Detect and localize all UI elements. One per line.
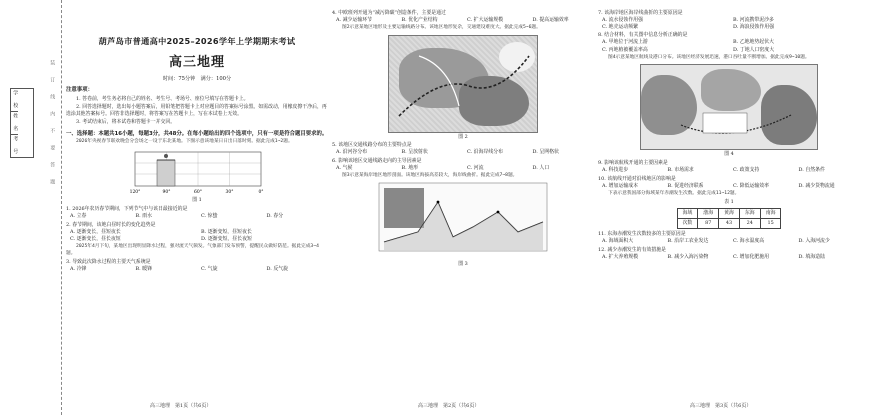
figure-caption: 图 2 bbox=[458, 133, 468, 140]
option: A. 气候 bbox=[336, 164, 353, 171]
question-context: 图4示意某地区航线及港口分布。该地区经济发展迅速，港口吞吐量不断增加。据此完成9~10题。 bbox=[608, 54, 810, 60]
option: B. 暖锋 bbox=[135, 266, 152, 273]
option: C. 气旋 bbox=[201, 266, 218, 273]
question-4: 4. 中欧班列开通为“减污降碳”创造条件，主要是通过 bbox=[332, 9, 446, 16]
figure-caption: 图 4 bbox=[724, 151, 734, 158]
option: C. 地壳运动频繁 bbox=[602, 23, 639, 30]
option: D. 提高运输效率 bbox=[532, 16, 569, 23]
table-cell: 海域 bbox=[677, 208, 698, 218]
question-5: 5. 该地区交通线路分布的主要特点是 bbox=[332, 142, 412, 149]
question-context: 下表示意我国部分海域某年赤潮发生次数。据此完成11~12题。 bbox=[608, 191, 740, 197]
question-7-options bbox=[598, 17, 860, 31]
question-context: 图2示意某地区地形及主要运输线路分布。该地区地形复杂，交通建设难度大。据此完成5~6题。 bbox=[342, 24, 541, 30]
page-footer: 高三地理 第2页（共6页） bbox=[418, 403, 480, 409]
page-footer: 高三地理 第3页（共6页） bbox=[690, 403, 752, 409]
transport-route bbox=[399, 56, 529, 116]
question-4-options bbox=[332, 17, 594, 24]
red-tide-table bbox=[677, 208, 782, 229]
option: D. 丁地人口密度大 bbox=[733, 46, 775, 53]
inset-photo bbox=[384, 188, 424, 228]
table-cell: 渤海 bbox=[698, 208, 719, 218]
daylight-bar bbox=[157, 160, 175, 186]
notice-heading: 注意事项： bbox=[66, 87, 93, 94]
question-5-options bbox=[332, 149, 594, 156]
question-1-options bbox=[66, 213, 328, 220]
table-cell: 次数 bbox=[677, 219, 698, 229]
shipping-route-overlay bbox=[641, 65, 818, 150]
question-11-options bbox=[598, 238, 860, 245]
time-score-line: 时间：75分钟 满分：100分 bbox=[162, 75, 232, 82]
figure-caption: 图 3 bbox=[458, 260, 468, 267]
shipping-route-map-figure bbox=[640, 64, 818, 150]
terrain-map-figure bbox=[388, 35, 538, 133]
question-6: 6. 影响该地区交通线路走向的主导因素是 bbox=[332, 157, 422, 164]
option: C. 政策支持 bbox=[733, 167, 760, 174]
table-cell: 24 bbox=[739, 219, 760, 229]
question-6-options bbox=[332, 165, 594, 172]
option: A. 减少运输环节 bbox=[336, 16, 372, 23]
option: D. 入海河流少 bbox=[798, 238, 830, 245]
question-8-options bbox=[598, 39, 860, 53]
table-cell: 15 bbox=[760, 219, 781, 229]
option: B. 促进经济联系 bbox=[667, 182, 704, 189]
table-caption: 表 1 bbox=[724, 198, 734, 205]
question-9-options bbox=[598, 167, 860, 174]
option: D. 减少货物流通 bbox=[798, 182, 835, 189]
option: B. 呈放射状 bbox=[401, 149, 428, 156]
page-1-column bbox=[66, 8, 328, 403]
tick-label: 60° bbox=[194, 190, 202, 196]
inset-legend bbox=[703, 113, 747, 133]
question-context: 图3示意某海岸地区地形剖面。该地区海拔高差较大，海岸线曲折。据此完成7~8题。 bbox=[342, 173, 518, 179]
sun-icon bbox=[164, 154, 168, 158]
notice-item: 1. 答卷前，考生务必将自己的姓名、考生号、考场号、座位号填写在答题卡上。 bbox=[76, 96, 249, 103]
option: D. 人口 bbox=[532, 164, 550, 171]
option: C. 增加化肥施用 bbox=[733, 253, 770, 260]
student-info-box bbox=[10, 88, 34, 158]
question-context: 2026年央视春节联欢晚会分会场之一设于东北某地。下图示意该地某日日出日落时刻。据此完成1~2题。 bbox=[76, 139, 293, 145]
table-cell: 东海 bbox=[739, 208, 760, 218]
option: D. 春分 bbox=[266, 212, 284, 219]
question-context: 2025年4月下旬，某地区出现明显降水过程，强对流天气频发。气象部门发布预警，提醒民众做好防范。据此完成3~4题。 bbox=[66, 243, 319, 256]
table-cell: 南海 bbox=[760, 208, 781, 218]
option: A. 流水侵蚀作用强 bbox=[602, 16, 643, 23]
notice-item: 3. 考试结束后，将本试卷和答题卡一并交回。 bbox=[76, 119, 176, 126]
peak-marker bbox=[437, 200, 440, 203]
question-10-options bbox=[598, 183, 860, 190]
question-1: 1. 2026年农历春节期间，下列节气中与该日最接近的是 bbox=[66, 205, 188, 212]
sun-time-chart bbox=[127, 148, 267, 196]
option: C. 海水温度高 bbox=[733, 238, 765, 245]
question-12: 12. 减少赤潮发生的有效措施是 bbox=[598, 246, 667, 253]
option: D. 填海造陆 bbox=[798, 253, 825, 260]
question-10: 10. 该航线开通对沿线地区的影响是 bbox=[598, 175, 676, 182]
option: B. 雨水 bbox=[135, 212, 152, 219]
option: B. 逐渐变短，昼短夜长 bbox=[201, 228, 252, 235]
option: D. 逐渐变短，昼长夜短 bbox=[201, 235, 252, 242]
option: C. 惊蛰 bbox=[201, 212, 218, 219]
table-cell: 87 bbox=[698, 219, 719, 229]
option: C. 丙地植被覆盖率高 bbox=[602, 46, 648, 53]
page-3-column bbox=[598, 8, 860, 403]
question-9: 9. 影响该航线开通的主要因素是 bbox=[598, 160, 668, 167]
table-cell: 黄海 bbox=[719, 208, 740, 218]
page-footer: 高三地理 第1页（共6页） bbox=[150, 403, 212, 409]
exam-number-label: 考 号 bbox=[12, 136, 19, 157]
option: D. 呈网格状 bbox=[532, 149, 559, 156]
question-8: 8. 结合材料，有关图中信息分析正确的是 bbox=[598, 32, 688, 39]
option: B. 地形 bbox=[401, 164, 418, 171]
option: C. 降低运输效率 bbox=[733, 182, 770, 189]
question-2: 2. 春节期间，该地白昼时长的变化趋势是 bbox=[66, 221, 156, 228]
option: A. 立春 bbox=[70, 212, 87, 219]
question-12-options bbox=[598, 254, 860, 261]
question-11: 11. 东海赤潮发生次数较多的主要原因是 bbox=[598, 231, 686, 238]
option: B. 乙地地势起伏大 bbox=[733, 39, 774, 46]
question-3: 3. 导致此次降水过程的主要天气系统是 bbox=[66, 258, 151, 265]
route-overlay bbox=[389, 36, 538, 133]
tick-label: 120° bbox=[129, 190, 141, 196]
option: B. 优化产业结构 bbox=[401, 16, 438, 23]
name-label: 姓 名 bbox=[12, 112, 19, 134]
option: C. 河流 bbox=[467, 164, 484, 171]
option: B. 沿岸工农业发达 bbox=[667, 238, 709, 245]
option: D. 反气旋 bbox=[266, 266, 289, 273]
binding-line-text: 装订线内不要答题 bbox=[49, 60, 56, 196]
option: A. 冷锋 bbox=[70, 266, 87, 273]
option: C. 逐渐变长，昼长夜短 bbox=[70, 235, 121, 242]
option: A. 海域面积大 bbox=[602, 238, 634, 245]
option: D. 自然条件 bbox=[798, 167, 825, 174]
option: A. 扩大养殖规模 bbox=[602, 253, 638, 260]
tick-label: 0° bbox=[258, 190, 264, 196]
table-header-row bbox=[677, 208, 781, 218]
option: A. 增加运输成本 bbox=[602, 182, 638, 189]
question-3-options bbox=[66, 266, 328, 273]
exam-title: 葫芦岛市普通高中2025–2026学年上学期期末考试 bbox=[98, 36, 296, 46]
terrain-profile-figure bbox=[378, 182, 548, 260]
subject-title: 高三地理 bbox=[168, 54, 225, 70]
option: A. 沿河谷分布 bbox=[336, 149, 368, 156]
tick-label: 30° bbox=[225, 190, 234, 196]
binding-sidebar bbox=[0, 0, 62, 415]
option: C. 沿海岸线分布 bbox=[467, 149, 504, 156]
option: B. 减少入海污染物 bbox=[667, 253, 709, 260]
option: D. 海浪侵蚀作用强 bbox=[733, 23, 775, 30]
figure-caption: 图 1 bbox=[192, 197, 202, 204]
option: A. 甲地位于河流上游 bbox=[602, 39, 648, 46]
table-cell: 43 bbox=[719, 219, 740, 229]
table-row bbox=[677, 219, 781, 229]
option: B. 市场需求 bbox=[667, 167, 694, 174]
option: A. 科技进步 bbox=[602, 167, 629, 174]
peak-marker bbox=[497, 210, 500, 213]
question-7: 7. 该海岸地区海岸线曲折的主要原因是 bbox=[598, 9, 683, 16]
option: C. 扩大运输规模 bbox=[467, 16, 504, 23]
page-2-column bbox=[332, 8, 594, 403]
school-label: 学 校 bbox=[12, 89, 19, 111]
river-line bbox=[419, 56, 459, 106]
section-heading: 一、选择题：本题共16小题，每题3分，共48分。在每小题给出的四个选项中，只有一项是符合题目要求的。 bbox=[66, 130, 328, 137]
option: A. 逐渐变长，昼短夜长 bbox=[70, 228, 121, 235]
notice-item: 2. 回答选择题时，选出每小题答案后，用铅笔把答题卡上对应题目的答案标号涂黑。如需改动，用橡皮擦干净后，再选涂其他答案标号。回答非选择题时，将答案写在答题卡上，写在本试卷上无效。 bbox=[66, 104, 327, 118]
tick-label: 90° bbox=[162, 190, 171, 196]
question-2-options bbox=[66, 229, 328, 243]
option: B. 河流携带泥沙多 bbox=[733, 16, 774, 23]
